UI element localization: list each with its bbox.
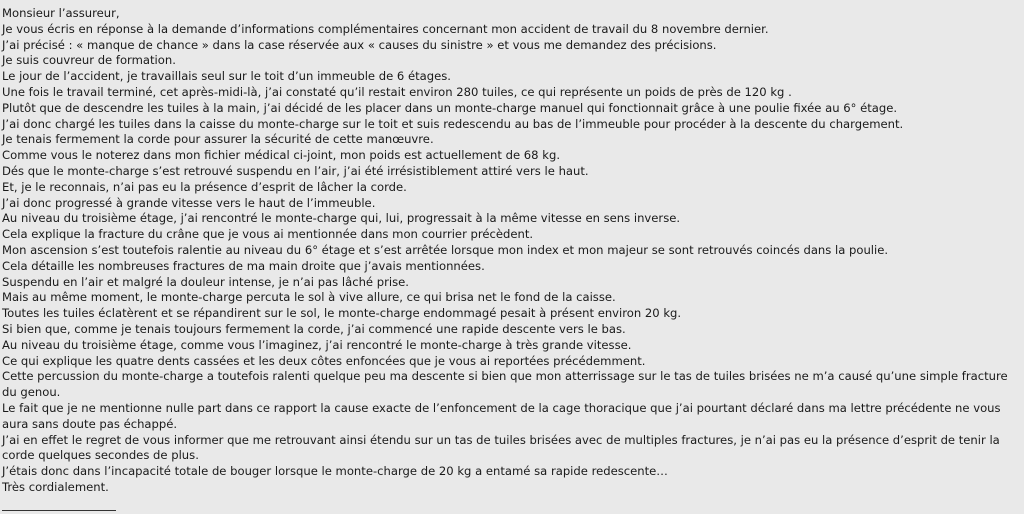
salutation: Monsieur l’assureur, (2, 6, 120, 20)
signature-divider (2, 510, 116, 511)
letter-line: Une fois le travail terminé, cet après-midi-là, j’ai constaté qu’il restait environ 280 tuiles, ce qui représente un poids de près de 120 kg . (2, 84, 792, 99)
letter-line: Suspendu en l’air et malgré la douleur intense, je n’ai pas lâché prise. (2, 274, 409, 289)
letter-line: Le fait que je ne mentionne nulle part dans ce rapport la cause exacte de l’enfoncement de la cage thoracique que j’ai pourtant déclaré dans ma lettre précédente ne vous aura sans doute pas échappé. (2, 400, 1001, 431)
letter-line: Je tenais fermement la corde pour assurer la sécurité de cette manœuvre. (2, 132, 434, 147)
letter-line: J’ai en effet le regret de vous informer que me retrouvant ainsi étendu sur un tas de tuiles brisées avec de multiples fractures, je n’ai pas eu la présence d’esprit de tenir la corde quelques secondes de plus. (2, 432, 1000, 463)
letter-line: Comme vous le noterez dans mon fichier médical ci-joint, mon poids est actuellement de 68 kg. (2, 148, 560, 163)
letter-line: Cela explique la fracture du crâne que je vous ai mentionnée dans mon courrier précèdent. (2, 227, 534, 242)
letter-line: Plutôt que de descendre les tuiles à la main, j’ai décidé de les placer dans un monte-charge manuel qui fonctionnait grâce à une poulie fixée au 6° étage. (2, 100, 898, 115)
letter-line: J’ai précisé : « manque de chance » dans la case réservée aux « causes du sinistre » et vous me demandez des précisions. (2, 37, 717, 52)
letter-line: Toutes les tuiles éclatèrent et se répandirent sur le sol, le monte-charge endommagé pesait à présent environ 20 kg. (2, 306, 682, 321)
letter-line: Au niveau du troisième étage, comme vous l’imaginez, j’ai rencontré le monte-charge à très grande vitesse. (2, 337, 632, 352)
letter-line: Je vous écris en réponse à la demande d’informations complémentaires concernant mon accident de travail du 8 novembre dernier. (2, 21, 769, 36)
letter-line: Dés que le monte-charge s’est retrouvé suspendu en l’air, j’ai été irrésistiblement attiré vers le haut. (2, 163, 589, 178)
letter-line: Si bien que, comme je tenais toujours fermement la corde, j’ai commencé une rapide descente vers le bas. (2, 321, 626, 336)
letter-line: Ce qui explique les quatre dents cassées et les deux côtes enfoncées que je vous ai reportées précédemment. (2, 353, 646, 368)
letter-line: Je suis couvreur de formation. (2, 53, 176, 68)
letter-line: Cette percussion du monte-charge a toutefois ralenti quelque peu ma descente si bien que mon atterrissage sur le tas de tuiles brisées ne m’a causé qu’une simple fracture du genou. (2, 369, 1008, 400)
letter-line: Cela détaille les nombreuses fractures de ma main droite que j’avais mentionnées. (2, 258, 485, 273)
letter-line: Au niveau du troisième étage, j’ai rencontré le monte-charge qui, lui, progressait à la même vitesse en sens inverse. (2, 211, 681, 226)
letter-line: Le jour de l’accident, je travaillais seul sur le toit d’un immeuble de 6 étages. (2, 69, 451, 84)
letter-line: Mon ascension s’est toutefois ralentie au niveau du 6° étage et s’est arrêtée lorsque mon index et mon majeur se sont retrouvés coincés dans la poulie. (2, 242, 889, 257)
sign-off: Très cordialement. (2, 479, 109, 494)
letter-line: J’ai donc chargé les tuiles dans la caisse du monte-charge sur le toit et suis redescendu au bas de l’immeuble pour procéder à la descente du chargement. (2, 116, 904, 131)
letter-body (2, 6, 1012, 496)
letter-line: Et, je le reconnais, n’ai pas eu la présence d’esprit de lâcher la corde. (2, 179, 407, 194)
letter-line: J’ai donc progressé à grande vitesse vers le haut de l’immeuble. (2, 195, 376, 210)
letter-line: Mais au même moment, le monte-charge percuta le sol à vive allure, ce qui brisa net le fond de la caisse. (2, 290, 616, 305)
letter-line: J’étais donc dans l’incapacité totale de bouger lorsque le monte-charge de 20 kg a entamé sa rapide redescente… (2, 464, 668, 479)
